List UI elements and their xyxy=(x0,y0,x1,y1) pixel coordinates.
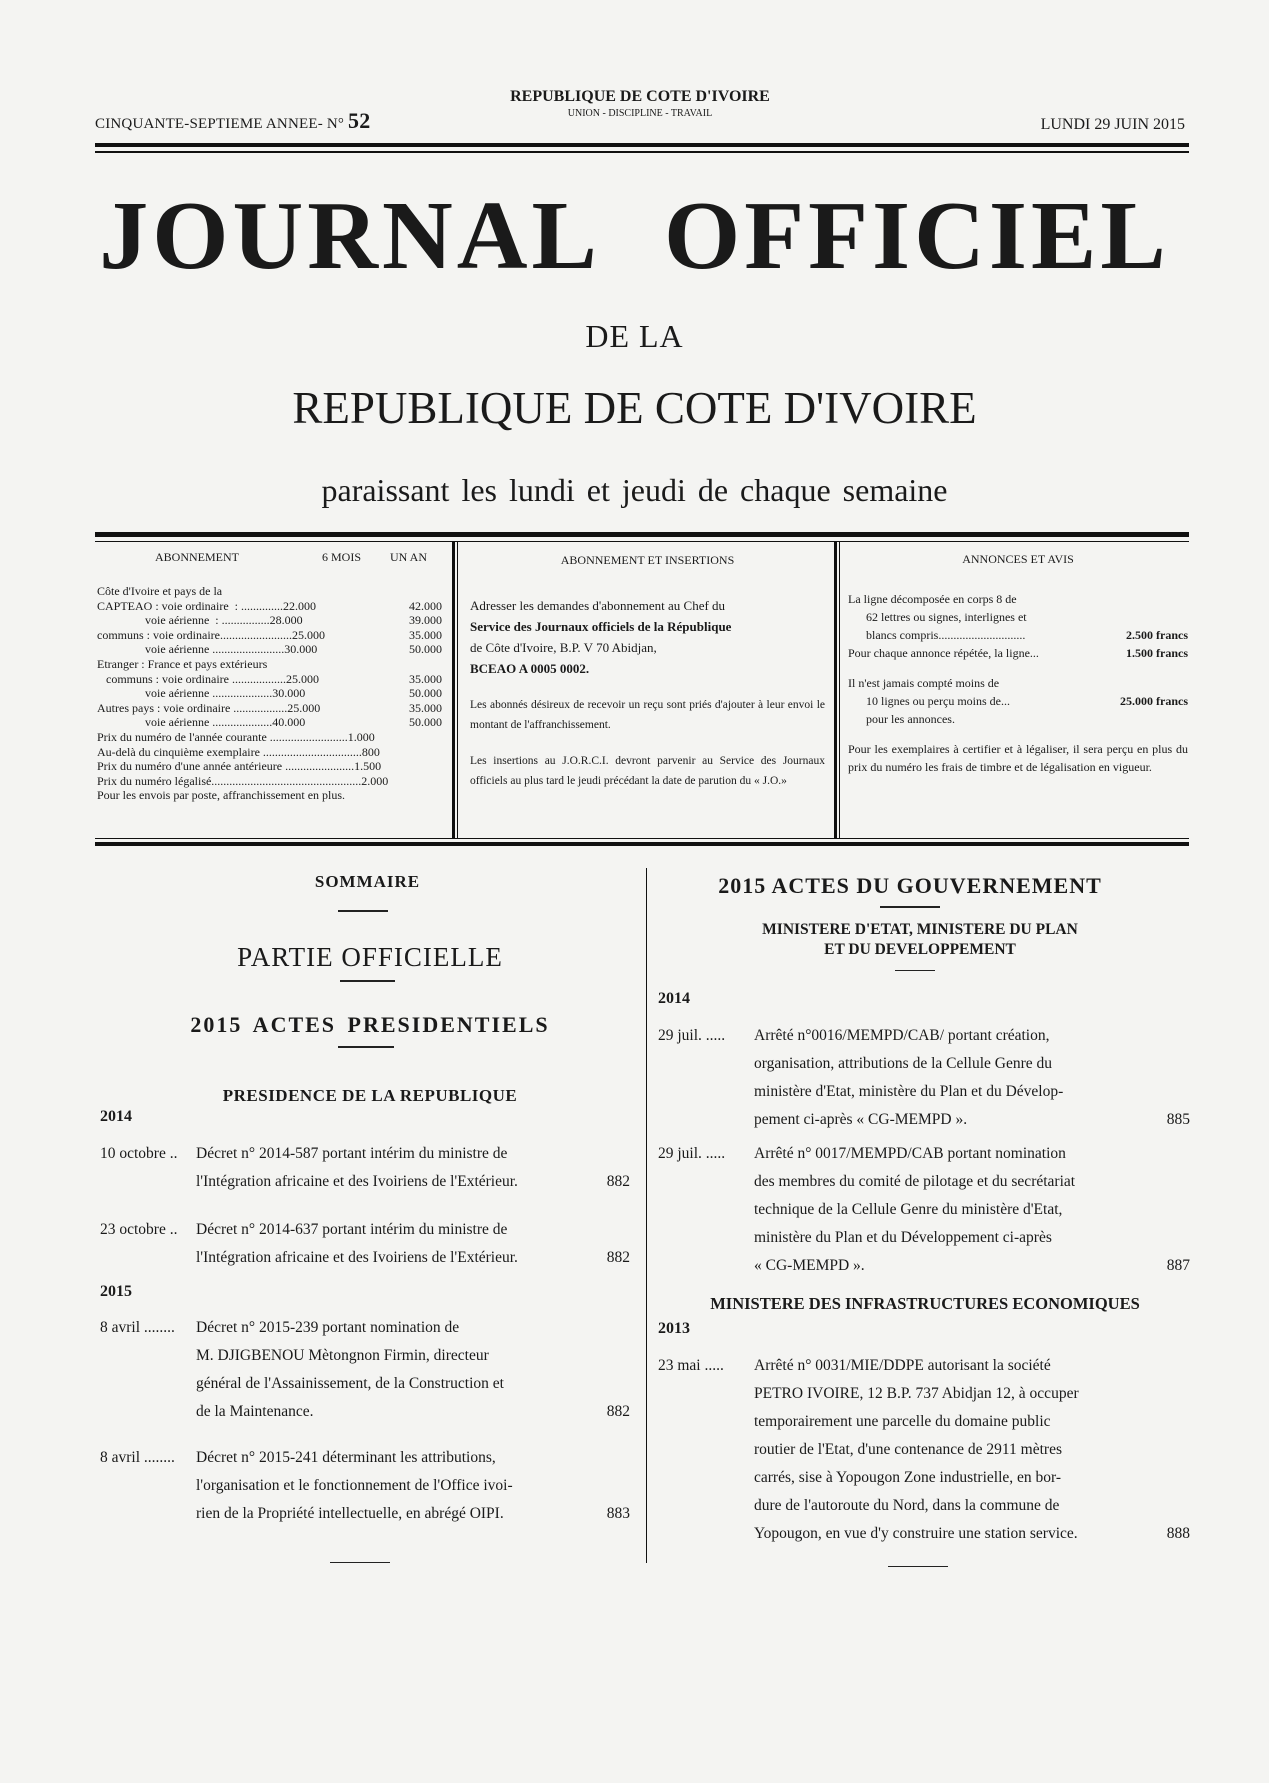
entry-page: 888 xyxy=(1166,1525,1190,1542)
subscription-row-value xyxy=(390,657,442,672)
year-2013-right: 2013 xyxy=(658,1320,690,1337)
subscription-row-label: Prix du numéro de l'année courante ..........................1.000 xyxy=(97,729,375,744)
publication-frequency: paraissant les lundi et jeudi de chaque semaine xyxy=(321,472,948,508)
annonces-block xyxy=(848,550,1188,776)
annonces-l5: Il n'est jamais compté moins de xyxy=(848,676,1000,690)
subscription-table xyxy=(97,550,442,803)
entry-date: 29 juil. ..... xyxy=(658,1027,726,1044)
subscription-row-value: 50.000 xyxy=(409,686,442,701)
subscription-row-value: 39.000 xyxy=(409,613,442,628)
subscription-rows xyxy=(97,584,442,803)
issue-number: 52 xyxy=(348,108,371,133)
subscription-row-value: 35.000 xyxy=(409,671,442,686)
issue-prefix: CINQUANTE-SEPTIEME ANNEE- N° xyxy=(95,116,345,132)
entry-page: 887 xyxy=(1166,1257,1190,1274)
subscription-row-value xyxy=(390,745,442,760)
annonces-l6: 10 lignes ou perçu moins de... xyxy=(866,694,1010,708)
annonces-l2: 62 lettres ou signes, interlignes et xyxy=(866,610,1027,624)
entry-right-3[interactable] xyxy=(658,1352,1190,1548)
subscription-row-value: 50.000 xyxy=(409,642,442,657)
ministere-plan-line-2: ET DU DEVELOPPEMENT xyxy=(824,941,1016,958)
subscription-row-label: Etranger : France et pays extérieurs xyxy=(97,656,268,671)
insertions-heading: ABONNEMENT ET INSERTIONS xyxy=(560,553,735,567)
subscription-row-label: CAPTEAO : voie ordinaire : ..............22.000 xyxy=(97,598,316,613)
subscription-row xyxy=(97,788,442,803)
ministere-plan-rule xyxy=(895,970,935,971)
entry-date: 29 juil. ..... xyxy=(658,1145,726,1162)
annonces-row-4 xyxy=(848,644,1188,662)
insertions-p1-d: BCEAO A 0005 0002. xyxy=(470,661,590,676)
annonces-l8: Pour les exemplaires à certifier et à légaliser, il sera perçu en plus du prix du numéro les frais de timbre et de légalisation en vigueur. xyxy=(848,742,1188,774)
subscription-row xyxy=(97,672,442,687)
actes-rule xyxy=(338,1046,394,1048)
col-1-year: UN AN xyxy=(390,550,428,564)
insertions-p1 xyxy=(470,595,825,679)
subscription-row xyxy=(97,701,442,716)
subscription-row-label: Autres pays : voie ordinaire ..................25.000 xyxy=(97,700,321,715)
subscription-row xyxy=(97,642,442,657)
box-divider-1b xyxy=(457,542,458,838)
subscription-row-value xyxy=(390,584,442,599)
annonces-l7: pour les annonces. xyxy=(866,712,955,726)
subscription-row-label: voie aérienne : ................28.000 xyxy=(97,613,303,628)
insertions-p3: Les insertions au J.O.R.C.I. devront parvenir au Service des Journaux officiels au plus tard le jeudi précédant la date de parution du « J.O.» xyxy=(470,755,825,787)
right-end-rule xyxy=(888,1566,948,1567)
entry-date: 10 octobre .. xyxy=(100,1145,178,1162)
actes-presidentiels-heading: 2015 ACTES PRESIDENTIELS xyxy=(190,1012,550,1037)
year-2015-left: 2015 xyxy=(100,1283,132,1300)
subscription-row-value xyxy=(390,759,442,774)
insertions-p2: Les abonnés désireux de recevoir un reçu sont priés d'ajouter à leur envoi le montant de l'affranchissement. xyxy=(470,699,825,731)
entry-left-1[interactable] xyxy=(100,1140,630,1196)
actes-gouv-rule xyxy=(880,906,940,908)
entry-text: Arrêté n°0016/MEMPD/CAB/ portant création, organisation, attributions de la Cellule Genre du ministère d'Etat, ministère du Plan et du Dévelop- pement ci-après « CG-MEMPD ». xyxy=(754,1027,1064,1128)
issue-label xyxy=(95,108,370,134)
subscription-row xyxy=(97,759,442,774)
presidence-heading: PRESIDENCE DE LA REPUBLIQUE xyxy=(222,1086,518,1105)
col-6-months: 6 MOIS xyxy=(322,550,362,564)
year-2014-right: 2014 xyxy=(658,990,690,1007)
partie-rule xyxy=(340,980,395,982)
subscription-row-value xyxy=(390,730,442,745)
box-divider-2 xyxy=(834,542,837,838)
entry-page: 882 xyxy=(606,1173,630,1190)
box-divider-1 xyxy=(452,542,455,838)
actes-gouvernement-heading: 2015 ACTES DU GOUVERNEMENT xyxy=(718,873,1102,898)
issue-date: LUNDI 29 JUIN 2015 xyxy=(1040,116,1185,133)
annonces-l4: Pour chaque annonce répétée, la ligne... xyxy=(848,646,1039,660)
entry-text: Arrêté n° 0031/MIE/DDPE autorisant la société PETRO IVOIRE, 12 B.P. 737 Abidjan 12, à occuper temporairement une parcelle du domaine public routier de l'Etat, d'une contenance de 2911 mètres carrés, sise à Yopougon Zone industrielle, en bor- dure de l'autoroute du Nord, dans la commune de Yopougon, en vue d'y construire une station service. xyxy=(754,1357,1079,1542)
box-rule-top-thin xyxy=(95,541,1189,542)
subscription-row xyxy=(97,613,442,628)
entry-date: 23 mai ..... xyxy=(658,1357,724,1374)
insertions-p1-b: Service des Journaux officiels de la République xyxy=(470,619,732,634)
subscription-row-label: communs : voie ordinaire........................25.000 xyxy=(97,627,325,642)
entry-left-4[interactable] xyxy=(100,1444,630,1528)
subscription-row-label: Prix du numéro d'une année antérieure .......................1.500 xyxy=(97,759,382,774)
entry-page: 883 xyxy=(606,1505,630,1522)
entry-page: 882 xyxy=(606,1403,630,1420)
subscription-row-value: 35.000 xyxy=(409,627,442,642)
subscription-row xyxy=(97,599,442,614)
ministere-plan-heading xyxy=(700,920,1140,960)
subscription-row-label: Prix du numéro légalisé..................................................2.000 xyxy=(97,773,389,788)
entry-text: Arrêté n° 0017/MEMPD/CAB portant nomination des membres du comité de pilotage et du secrétariat technique de la Cellule Genre du ministère d'Etat, ministère du Plan et du Développement ci-après « CG-MEMPD ». xyxy=(754,1145,1076,1274)
sommaire-rule xyxy=(338,910,388,912)
entry-page: 885 xyxy=(1166,1111,1190,1128)
column-divider xyxy=(646,868,647,1563)
entry-right-1[interactable] xyxy=(658,1022,1190,1134)
partie-officielle-heading: PARTIE OFFICIELLE xyxy=(237,942,503,972)
box-rule-top-thick xyxy=(95,532,1189,537)
subscription-row-label: voie aérienne ....................40.000 xyxy=(97,715,306,730)
top-rule-thick xyxy=(95,143,1189,147)
left-end-rule xyxy=(330,1562,390,1563)
annonces-l4-price: 1.500 francs xyxy=(1126,646,1188,660)
subscription-row xyxy=(97,774,442,789)
subscription-row-label: Côte d'Ivoire et pays de la xyxy=(97,584,223,598)
journal-title: JOURNAL OFFICIEL xyxy=(99,182,1170,290)
republic-title: REPUBLIQUE DE COTE D'IVOIRE xyxy=(292,383,977,433)
ministere-infra-heading: MINISTERE DES INFRASTRUCTURES ECONOMIQUES xyxy=(710,1294,1140,1313)
annonces-l3-price: 2.500 francs xyxy=(1126,628,1188,642)
subscription-row xyxy=(97,715,442,730)
annonces-l6-price: 25.000 francs xyxy=(1120,694,1188,708)
insertions-block xyxy=(470,550,825,791)
annonces-row-3 xyxy=(848,626,1188,644)
subscription-row xyxy=(97,745,442,760)
annonces-row-6 xyxy=(848,692,1188,710)
subscription-row-label: Au-delà du cinquième exemplaire .................................800 xyxy=(97,744,380,759)
subscription-row-value: 50.000 xyxy=(409,715,442,730)
entry-text: Décret n° 2015-241 déterminant les attributions, l'organisation et le fonctionnement de l'Office ivoi- rien de la Propriété intellectuelle, en abrégé OIPI. xyxy=(196,1449,513,1522)
annonces-heading: ANNONCES ET AVIS xyxy=(962,552,1074,566)
entry-page: 882 xyxy=(606,1249,630,1266)
entry-left-2[interactable] xyxy=(100,1216,630,1272)
sommaire-heading: SOMMAIRE xyxy=(314,872,421,891)
year-2014-left: 2014 xyxy=(100,1108,132,1125)
subscription-row-label: voie aérienne ........................30.000 xyxy=(97,642,318,657)
box-rule-bottom-thin xyxy=(95,838,1189,839)
subscription-row-label: voie aérienne ....................30.000 xyxy=(97,686,306,701)
ministere-plan-line-1: MINISTERE D'ETAT, MINISTERE DU PLAN xyxy=(762,921,1078,938)
entry-left-3[interactable] xyxy=(100,1314,630,1426)
subscription-row-value: 35.000 xyxy=(409,700,442,715)
entry-date: 23 octobre .. xyxy=(100,1221,178,1238)
insertions-p1-c: de Côte d'Ivoire, B.P. V 70 Abidjan, xyxy=(470,640,657,655)
subscription-row xyxy=(97,730,442,745)
entry-date: 8 avril ........ xyxy=(100,1449,175,1466)
subscription-row xyxy=(97,657,442,672)
subscription-row-label: communs : voie ordinaire ..................25.000 xyxy=(97,671,319,686)
motto: UNION - DISCIPLINE - TRAVAIL xyxy=(567,108,713,119)
country-block xyxy=(440,88,840,119)
annonces-l3: blancs compris............................. xyxy=(866,628,1026,642)
subscription-row xyxy=(97,686,442,701)
country-name: REPUBLIQUE DE COTE D'IVOIRE xyxy=(510,88,770,105)
entry-text: Décret n° 2015-239 portant nomination de M. DJIGBENOU Mètongnon Firmin, directeur général de l'Assainissement, de la Construction et de la Maintenance. xyxy=(196,1319,504,1420)
subscription-row-value xyxy=(390,788,442,803)
subscription-row-label: Pour les envois par poste, affranchissement en plus. xyxy=(97,788,346,803)
annonces-l1: La ligne décomposée en corps 8 de xyxy=(848,592,1017,606)
subscription-row xyxy=(97,584,442,599)
box-divider-2b xyxy=(839,542,840,838)
subscription-row xyxy=(97,628,442,643)
top-rule-thin xyxy=(95,151,1189,153)
insertions-p1-a: Adresser les demandes d'abonnement au Chef du xyxy=(470,598,726,613)
subscription-heading: ABONNEMENT xyxy=(155,550,239,564)
subscription-row-value: 42.000 xyxy=(409,598,442,613)
box-rule-bottom-thick xyxy=(95,842,1189,846)
entry-right-2[interactable] xyxy=(658,1140,1190,1280)
de-la: DE LA xyxy=(585,318,684,354)
entry-text: Décret n° 2014-587 portant intérim du ministre de l'Intégration africaine et des Ivoiriens de l'Extérieur. xyxy=(196,1145,518,1190)
entry-date: 8 avril ........ xyxy=(100,1319,175,1336)
subscription-row-value xyxy=(390,774,442,789)
entry-text: Décret n° 2014-637 portant intérim du ministre de l'Intégration africaine et des Ivoiriens de l'Extérieur. xyxy=(196,1221,518,1266)
